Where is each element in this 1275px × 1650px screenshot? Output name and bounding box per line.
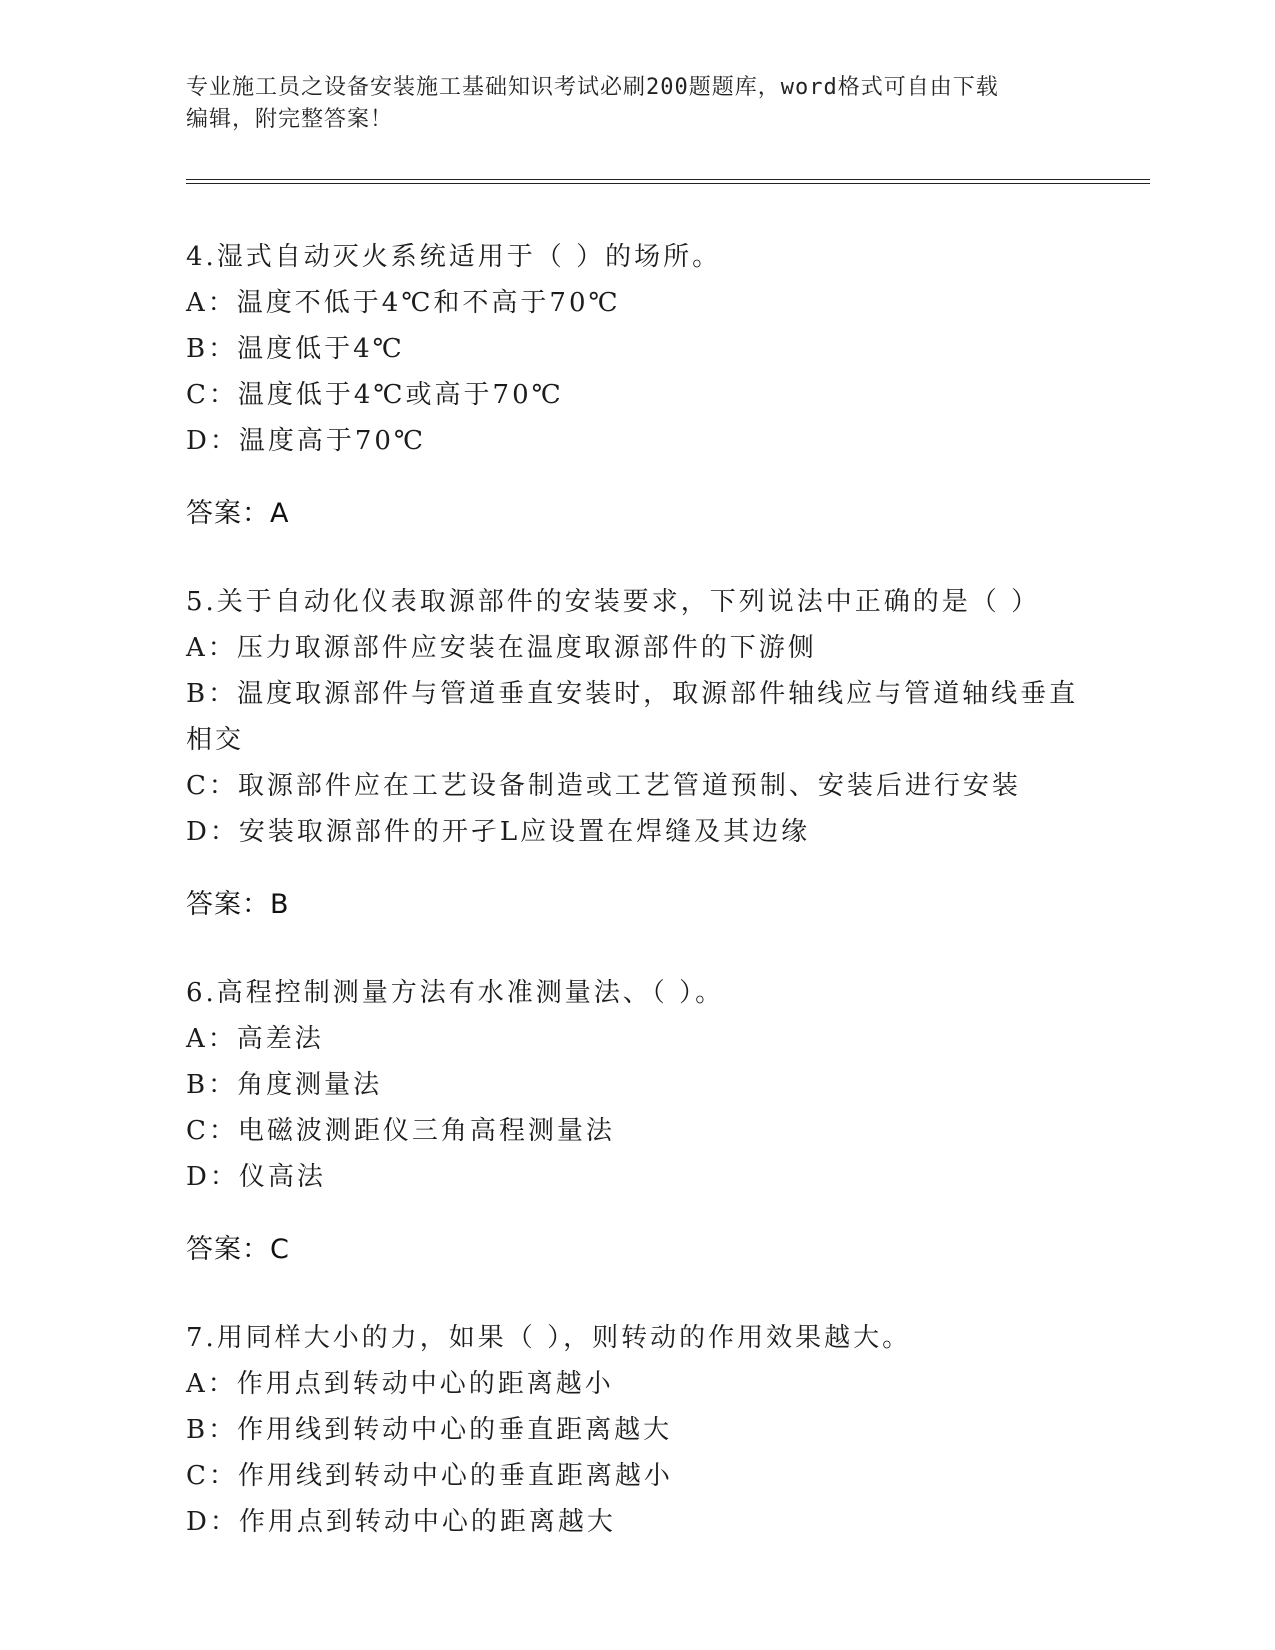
question-7 <box>186 1315 1086 1545</box>
option-b: B：作用线到转动中心的垂直距离越大 <box>186 1415 673 1445</box>
question-4 <box>186 234 1086 537</box>
option-b: B：温度低于4℃ <box>186 334 405 364</box>
question-list <box>186 234 1086 1587</box>
option-c: C：温度低于4℃或高于70℃ <box>186 380 564 410</box>
answer-line: 答案：B <box>186 889 290 920</box>
option-d: D：作用点到转动中心的距离越大 <box>186 1507 616 1537</box>
question-5 <box>186 579 1086 928</box>
question-stem: 5.关于自动化仪表取源部件的安装要求，下列说法中正确的是（ ） <box>186 587 1041 617</box>
question-stem: 7.用同样大小的力，如果（ ），则转动的作用效果越大。 <box>186 1323 912 1353</box>
answer-line: 答案：A <box>186 498 290 529</box>
option-b: B：角度测量法 <box>186 1070 383 1100</box>
option-c: C：电磁波测距仪三角高程测量法 <box>186 1116 615 1146</box>
option-a: A：压力取源部件应安装在温度取源部件的下游侧 <box>186 633 817 663</box>
option-d: D：安装取源部件的开孑L应设置在焊缝及其边缘 <box>186 817 811 847</box>
document-header <box>186 72 1076 136</box>
header-line-2: 编辑，附完整答案！ <box>186 107 394 132</box>
question-stem: 6.高程控制测量方法有水准测量法、（ ）。 <box>186 978 725 1008</box>
option-a: A：温度不低于4℃和不高于70℃ <box>186 288 621 318</box>
header-divider-top <box>186 179 1150 180</box>
question-stem: 4.湿式自动灭火系统适用于（ ）的场所。 <box>186 242 722 272</box>
option-a: A：作用点到转动中心的距离越小 <box>186 1369 614 1399</box>
option-c: C：取源部件应在工艺设备制造或工艺管道预制、安装后进行安装 <box>186 771 1021 801</box>
option-b-continued: 相交 <box>186 725 245 755</box>
option-d: D：仪高法 <box>186 1162 326 1192</box>
option-b: B：温度取源部件与管道垂直安装时，取源部件轴线应与管道轴线垂直 <box>186 679 1079 709</box>
header-divider-bottom <box>186 183 1150 184</box>
option-d: D：温度高于70℃ <box>186 426 427 456</box>
option-c: C：作用线到转动中心的垂直距离越小 <box>186 1461 673 1491</box>
question-6 <box>186 970 1086 1273</box>
option-a: A：高差法 <box>186 1024 324 1054</box>
header-line-1: 专业施工员之设备安装施工基础知识考试必刷200题题库，word格式可自由下载 <box>186 75 999 100</box>
answer-line: 答案：C <box>186 1234 290 1265</box>
